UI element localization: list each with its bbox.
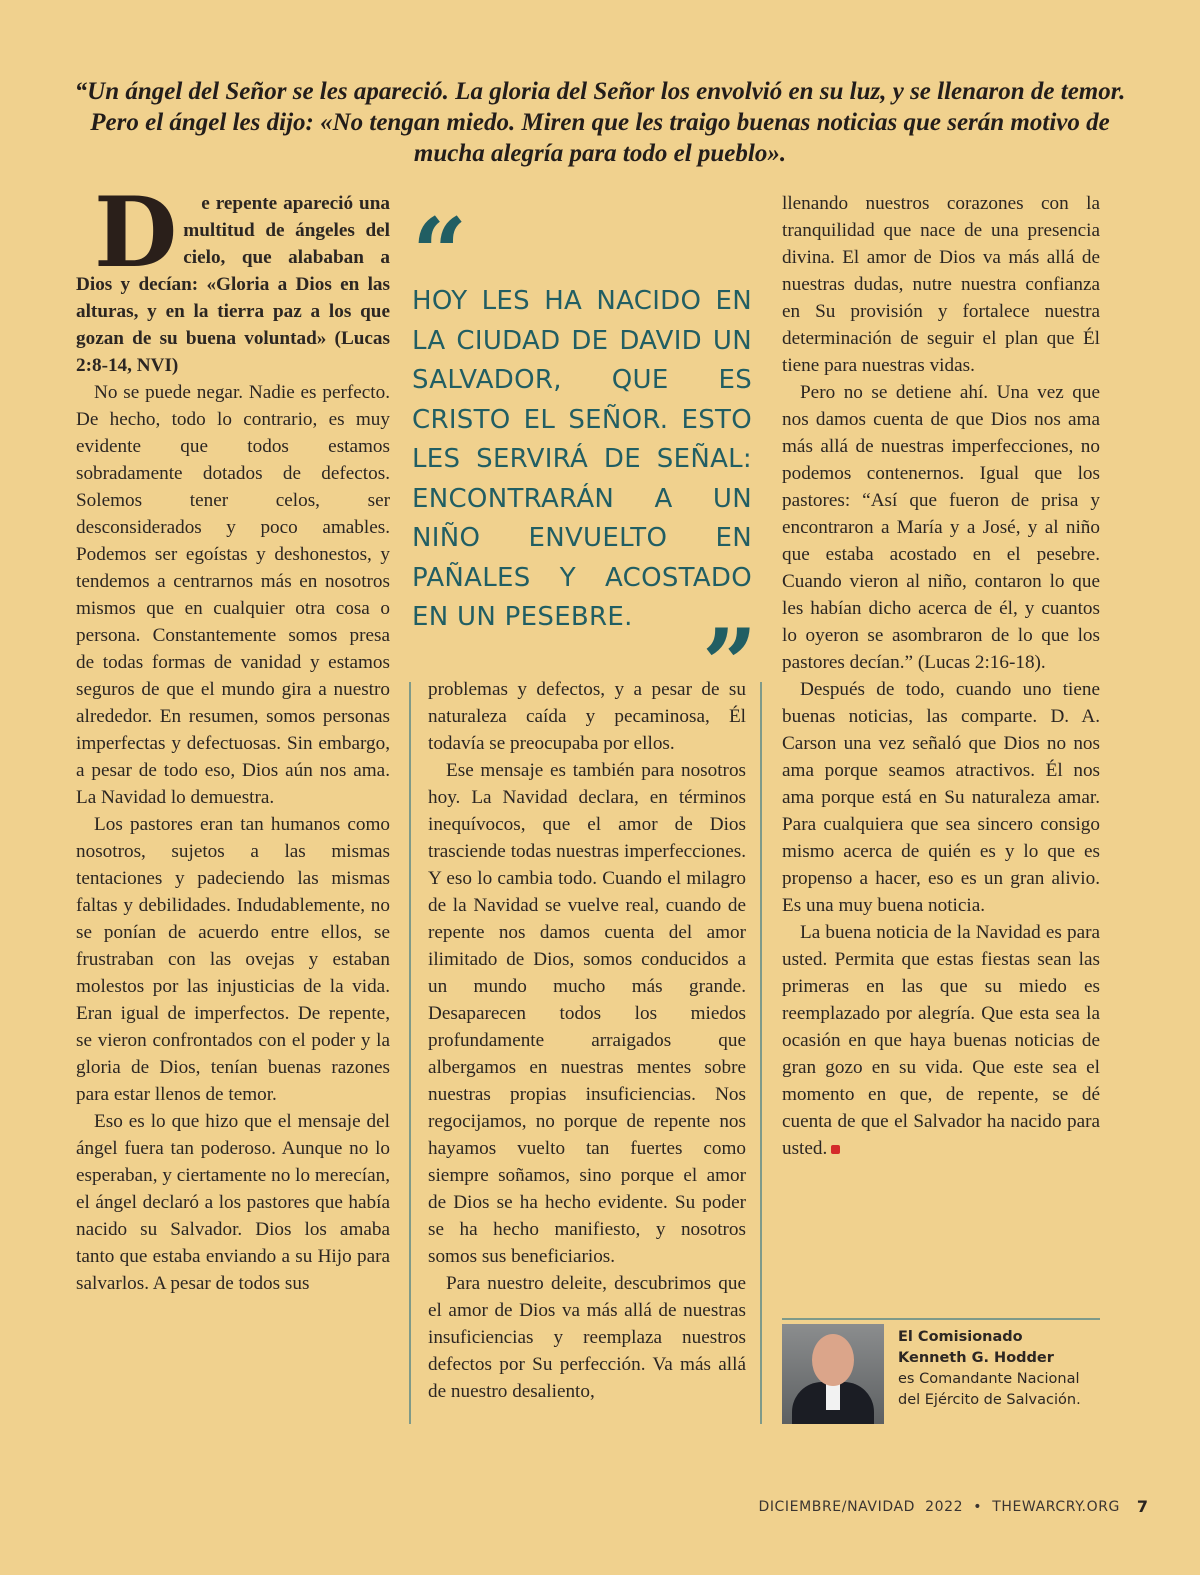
article-column-2: [428, 676, 746, 1405]
author-name: Kenneth G. Hodder: [898, 1350, 1054, 1366]
author-photo-head: [812, 1334, 854, 1386]
article-column-1: [76, 176, 390, 1297]
author-photo: [782, 1324, 884, 1424]
paragraph: Ese mensaje es también para nosotros hoy. La Navidad declara, en términos inequívocos, que el amor de Dios trasciende todas nuestras imperfecciones. Y eso lo cambia todo. Cuando el milagro de la Navidad se vuelve real, cuando de repente nos damos cuenta del amor ilimitado de Dios, somos conducidos a un mundo mucho más grande. Desaparecen todos los miedos profundamente arraigados que albergamos en nuestras mentes sobre nuestras propias insuficiencias. Nos regocijamos, no porque de repente nos hayamos vuelto tan fuertes como siempre soñamos, sino porque el amor de Dios se ha hecho evidente. Su poder se ha hecho manifiesto, y nosotros somos sus beneficiarios.: [428, 760, 746, 1267]
paragraph: problemas y defectos, y a pesar de su naturaleza caída y pecaminosa, Él todavía se preocupaba por ellos.: [428, 679, 746, 754]
close-quote-icon: ”: [702, 608, 758, 721]
paragraph: Los pastores eran tan humanos como nosotros, sujetos a las mismas tentaciones y padeciendo las mismas faltas y debilidades. Indudablemente, no se ponían de acuerdo entre ellos, se frustraban con las ovejas y estaban molestos por las injusticias de la vida. Eran igual de imperfectos. De repente, se vieron confrontados con el poder y la gloria de Dios, tenían buenas razones para estar llenos de temor.: [76, 814, 390, 1105]
page-number: 7: [1136, 1497, 1148, 1516]
paragraph: Pero no se detiene ahí. Una vez que nos damos cuenta de que Dios nos ama más allá de nuestras imperfecciones, no podemos contenernos. Igual que los pastores: “Así que fueron de prisa y encontraron a María y a José, y al niño que estaba acostado en el pesebre. Cuando vieron al niño, contaron lo que les habían dicho acerca de él, y cuantos lo oyeron se asombraron de lo que los pastores decían.” (Lucas 2:16-18).: [782, 382, 1100, 673]
article-column-3: [782, 190, 1100, 1162]
paragraph: Eso es lo que hizo que el mensaje del ángel fuera tan poderoso. Aunque no lo esperaban, y ciertamente no lo merecían, el ángel declaró a los pastores que había nacido su Salvador. Dios los amaba tanto que estaba enviando a su Hijo para salvarlos. A pesar de todos sus: [76, 1111, 390, 1294]
page-footer: DICIEMBRE/NAVIDAD 2022 • THEWARCRY.ORG: [758, 1499, 1120, 1515]
author-description: es Comandante Nacional del Ejército de Salvación.: [898, 1371, 1081, 1408]
paragraph: No se puede negar. Nadie es perfecto. De hecho, todo lo contrario, es muy evidente que todos estamos sobradamente dotados de defectos. Solemos tener celos, ser desconsiderados y poco amables. Podemos ser egoístas y deshonestos, y tendemos a centrarnos más en nosotros mismos que en cualquier otra cosa o persona. Constantemente somos presa de todas formas de vanidad y estamos seguros de que el mundo gira a nuestro alrededor. En resumen, somos personas imperfectas y defectuosas. Sin embargo, a pesar de todo eso, Dios aún nos ama. La Navidad lo demuestra.: [76, 382, 390, 808]
paragraph: Después de todo, cuando uno tiene buenas noticias, las comparte. D. A. Carson una vez señaló que Dios no nos ama porque seamos atractivos. Él nos ama porque está en Su naturaleza amar. Para cualquiera que sea sincero consigo mismo acerca de quién es y lo que es propenso a hacer, eso es un gran alivio. Es una muy buena noticia.: [782, 679, 1100, 916]
paragraph: llenando nuestros corazones con la tranquilidad que nace de una presencia divina. El amor de Dios va más allá de nuestras dudas, nutre nuestra confianza en Su provisión y fortalece nuestra determinación de seguir el plan que Él tiene para nuestras vidas.: [782, 193, 1100, 376]
open-quote-icon: “: [412, 197, 468, 310]
epigraph-quote: “Un ángel del Señor se les apareció. La gloria del Señor los envolvió en su luz, y se llenaron de temor. Pero el ángel les dijo: «No tengan miedo. Miren que les traigo buenas noticias que serán motivo de mucha alegría para todo el pueblo».: [74, 78, 1126, 167]
end-mark-icon: [831, 1145, 840, 1154]
lead-paragraph: [76, 176, 390, 379]
pull-quote: HOY LES HA NACIDO EN LA CIUDAD DE DAVID UN SALVADOR, QUE ES CRISTO EL SEÑOR. ESTO LES SERVIRÁ DE SEÑAL: ENCONTRARÁN A UN NIÑO ENVUELTO EN PAÑALES Y ACOSTADO EN UN PESEBRE.: [412, 286, 752, 632]
closing-paragraph-text: La buena noticia de la Navidad es para usted. Permita que estas fiestas sean las primeras en las que su miedo es reemplazado por alegría. Que esta sea la ocasión en que haya buenas noticias de gran gozo en su vida. Que este sea el momento en que, de repente, se dé cuenta de que el Salvador ha nacido para usted.: [782, 922, 1100, 1159]
column-divider-right: [760, 682, 762, 1424]
paragraph: Para nuestro deleite, descubrimos que el amor de Dios va más allá de nuestras insuficiencias y reemplaza nuestros defectos por Su perfección. Va más allá de nuestro desaliento,: [428, 1273, 746, 1402]
drop-cap: D: [94, 176, 178, 289]
author-title: El Comisionado: [898, 1329, 1023, 1345]
author-bio: [898, 1327, 1098, 1411]
author-divider: [782, 1318, 1100, 1320]
column-divider-left: [409, 682, 411, 1424]
lead-text: e repente apareció una multitud de ángeles del cielo, que alababan a Dios y decían: «Gloria a Dios en las alturas, y en la tierra paz a los que gozan de su buena voluntad» (Lucas 2:8-14, NVI): [76, 193, 390, 376]
paragraph: [782, 919, 1100, 1162]
author-photo-collar: [826, 1384, 840, 1410]
